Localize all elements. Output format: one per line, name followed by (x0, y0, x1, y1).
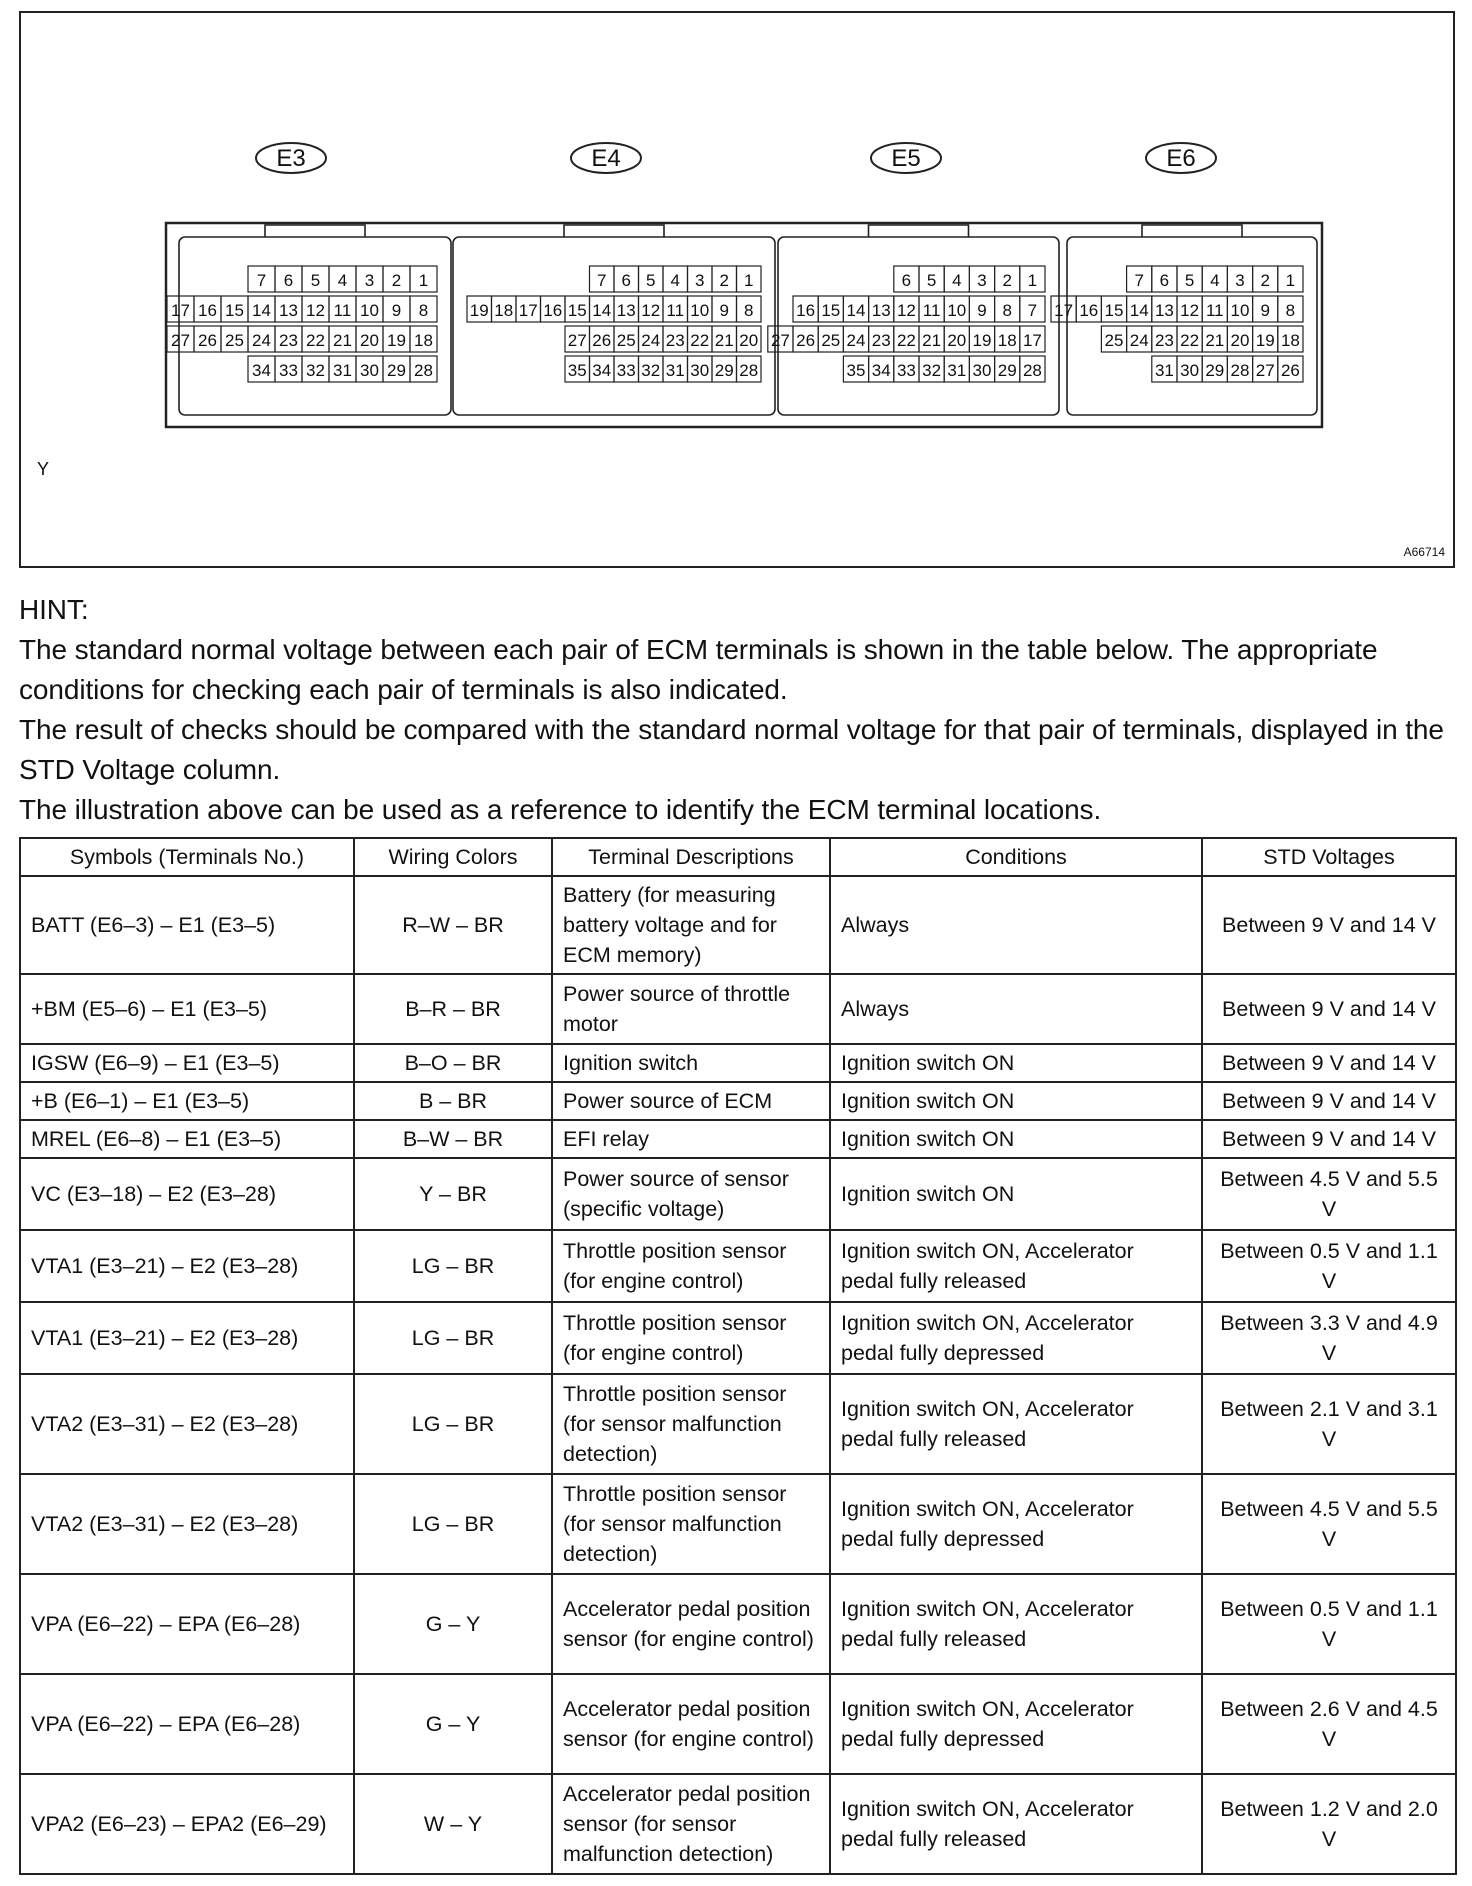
connector-latch (564, 225, 664, 237)
cell-description: Accelerator pedal position sensor (for engine control) (552, 1674, 830, 1774)
terminal-number: 2 (1260, 271, 1270, 290)
connector-label: E5 (891, 145, 921, 172)
terminal-number: 32 (306, 361, 325, 380)
cell-description: EFI relay (552, 1120, 830, 1158)
cell-condition: Ignition switch ON, Accelerator pedal fully released (830, 1774, 1202, 1874)
connector-illustration (19, 11, 1455, 568)
cell-wiring-color: B–O – BR (354, 1044, 552, 1082)
hint-paragraph: The illustration above can be used as a reference to identify the ECM terminal locations. (19, 794, 1102, 825)
terminal-number: 27 (770, 331, 790, 350)
cell-symbol: VC (E3–18) – E2 (E3–28) (20, 1158, 354, 1230)
cell-wiring-color: LG – BR (354, 1302, 552, 1374)
terminal-number: 31 (947, 361, 967, 380)
terminal-number: 28 (1022, 361, 1042, 380)
hint-paragraph: The standard normal voltage between each pair of ECM terminals is shown in the table below. The appropriate conditions for checking each pair of terminals is also indicated. (19, 634, 1378, 705)
cell-description: Throttle position sensor (for sensor malfunction detection) (552, 1474, 830, 1574)
table-header-row (20, 838, 1456, 876)
terminal-number: 17 (1054, 301, 1074, 320)
terminal-number: 19 (1255, 331, 1275, 350)
connector-label: E4 (591, 145, 621, 172)
terminal-number: 32 (922, 361, 942, 380)
terminal-number: 4 (952, 271, 962, 290)
table-row (20, 1574, 1456, 1674)
terminal-number: 7 (1134, 271, 1144, 290)
terminal-number: 33 (896, 361, 916, 380)
side-mark: Y (37, 459, 50, 479)
terminal-number: 30 (360, 361, 379, 380)
cell-description: Power source of sensor (specific voltage) (552, 1158, 830, 1230)
terminal-number: 18 (1280, 331, 1300, 350)
terminal-number: 17 (518, 301, 538, 320)
terminal-number: 26 (198, 331, 217, 350)
table-row (20, 1674, 1456, 1774)
terminal-number: 16 (796, 301, 816, 320)
table-row (20, 1044, 1456, 1082)
cell-description: Battery (for measuring battery voltage and for ECM memory) (552, 876, 830, 974)
connector-e6 (1051, 143, 1317, 415)
terminal-number: 2 (391, 271, 402, 290)
table-row (20, 1082, 1456, 1120)
cell-symbol: BATT (E6–3) – E1 (E3–5) (20, 876, 354, 974)
terminal-number: 4 (337, 271, 348, 290)
terminal-number: 15 (821, 301, 841, 320)
terminal-number: 30 (690, 361, 710, 380)
terminal-number: 22 (306, 331, 325, 350)
terminal-number: 31 (1154, 361, 1174, 380)
image-code: A66714 (1403, 545, 1445, 559)
cell-condition: Ignition switch ON (830, 1120, 1202, 1158)
terminal-number: 27 (171, 331, 190, 350)
table-row (20, 974, 1456, 1044)
terminal-number: 6 (621, 271, 631, 290)
terminal-number: 22 (896, 331, 916, 350)
ecm-connector-diagram (21, 13, 1453, 566)
terminal-number: 30 (1180, 361, 1200, 380)
terminal-number: 28 (1230, 361, 1250, 380)
terminal-number: 29 (714, 361, 734, 380)
terminal-number: 18 (997, 331, 1017, 350)
cell-condition: Ignition switch ON (830, 1082, 1202, 1120)
cell-wiring-color: G – Y (354, 1574, 552, 1674)
terminal-number: 19 (469, 301, 489, 320)
terminal-number: 25 (821, 331, 841, 350)
table-row (20, 1158, 1456, 1230)
terminal-number: 21 (714, 331, 734, 350)
terminal-number: 8 (1285, 301, 1296, 320)
terminal-number: 4 (670, 271, 680, 290)
terminal-number: 13 (1154, 301, 1174, 320)
terminal-number: 3 (364, 271, 375, 290)
cell-wiring-color: LG – BR (354, 1474, 552, 1574)
terminal-number: 18 (494, 301, 514, 320)
terminal-number: 31 (333, 361, 352, 380)
cell-wiring-color: LG – BR (354, 1230, 552, 1302)
table-row (20, 1120, 1456, 1158)
terminal-number: 7 (1027, 301, 1038, 320)
terminal-number: 14 (1129, 301, 1149, 320)
terminal-number: 24 (1129, 331, 1149, 350)
cell-wiring-color: W – Y (354, 1774, 552, 1874)
terminal-number: 21 (922, 331, 942, 350)
cell-condition: Ignition switch ON, Accelerator pedal fully depressed (830, 1474, 1202, 1574)
terminal-number: 10 (360, 301, 379, 320)
terminal-number: 9 (977, 301, 987, 320)
cell-condition: Ignition switch ON (830, 1044, 1202, 1082)
terminal-number: 16 (198, 301, 217, 320)
terminal-number: 32 (641, 361, 661, 380)
terminal-number: 8 (418, 301, 429, 320)
cell-std-voltage: Between 9 V and 14 V (1202, 1120, 1456, 1158)
cell-condition: Ignition switch ON, Accelerator pedal fully depressed (830, 1674, 1202, 1774)
terminal-number: 22 (690, 331, 710, 350)
cell-std-voltage: Between 2.1 V and 3.1 V (1202, 1374, 1456, 1474)
cell-description: Power source of ECM (552, 1082, 830, 1120)
terminal-number: 28 (739, 361, 759, 380)
cell-symbol: MREL (E6–8) – E1 (E3–5) (20, 1120, 354, 1158)
terminal-number: 35 (567, 361, 587, 380)
terminal-number: 33 (279, 361, 298, 380)
cell-symbol: VTA2 (E3–31) – E2 (E3–28) (20, 1474, 354, 1574)
terminal-number: 9 (1260, 301, 1270, 320)
terminal-number: 22 (1180, 331, 1200, 350)
terminal-number: 3 (1235, 271, 1245, 290)
terminal-number: 2 (719, 271, 729, 290)
cell-condition: Always (830, 876, 1202, 974)
terminal-number: 17 (171, 301, 190, 320)
cell-symbol: VTA2 (E3–31) – E2 (E3–28) (20, 1374, 354, 1474)
terminal-number: 7 (256, 271, 267, 290)
terminal-number: 34 (592, 361, 612, 380)
hint-section (19, 590, 1455, 830)
cell-wiring-color: LG – BR (354, 1374, 552, 1474)
terminal-number: 26 (796, 331, 816, 350)
terminal-number: 3 (977, 271, 987, 290)
connector-latch (1142, 225, 1242, 237)
cell-wiring-color: B–R – BR (354, 974, 552, 1044)
terminal-number: 21 (333, 331, 352, 350)
table-row (20, 876, 1456, 974)
cell-std-voltage: Between 9 V and 14 V (1202, 974, 1456, 1044)
terminal-number: 19 (387, 331, 406, 350)
header-terminal-descriptions: Terminal Descriptions (552, 838, 830, 876)
table-row (20, 1774, 1456, 1874)
terminal-number: 27 (1255, 361, 1275, 380)
terminal-number: 13 (871, 301, 891, 320)
terminal-number: 12 (896, 301, 916, 320)
terminal-number: 5 (1184, 271, 1195, 290)
terminal-number: 15 (1104, 301, 1124, 320)
terminal-number: 12 (1180, 301, 1200, 320)
cell-condition: Ignition switch ON, Accelerator pedal fully depressed (830, 1302, 1202, 1374)
terminal-number: 16 (1079, 301, 1099, 320)
terminal-number: 6 (283, 271, 294, 290)
terminal-number: 15 (225, 301, 244, 320)
terminal-number: 34 (871, 361, 891, 380)
terminal-number: 8 (744, 301, 754, 320)
terminal-number: 13 (279, 301, 298, 320)
terminal-number: 16 (543, 301, 563, 320)
connector-e4 (453, 143, 775, 415)
header-std-voltages: STD Voltages (1202, 838, 1456, 876)
terminal-number: 11 (333, 301, 352, 320)
cell-description: Ignition switch (552, 1044, 830, 1082)
terminal-number: 10 (1230, 301, 1250, 320)
connector-latch (869, 225, 969, 237)
terminal-number: 10 (690, 301, 710, 320)
cell-description: Accelerator pedal position sensor (for sensor malfunction detection) (552, 1774, 830, 1874)
cell-condition: Ignition switch ON, Accelerator pedal fully released (830, 1574, 1202, 1674)
header-wiring-colors: Wiring Colors (354, 838, 552, 876)
cell-condition: Ignition switch ON, Accelerator pedal fully released (830, 1230, 1202, 1302)
terminal-number: 31 (665, 361, 685, 380)
cell-wiring-color: R–W – BR (354, 876, 552, 974)
table-row (20, 1230, 1456, 1302)
terminal-number: 23 (871, 331, 891, 350)
terminal-number: 9 (719, 301, 729, 320)
cell-symbol: VPA (E6–22) – EPA (E6–28) (20, 1674, 354, 1774)
cell-std-voltage: Between 4.5 V and 5.5 V (1202, 1474, 1456, 1574)
header-symbols: Symbols (Terminals No.) (20, 838, 354, 876)
cell-symbol: IGSW (E6–9) – E1 (E3–5) (20, 1044, 354, 1082)
terminal-number: 24 (641, 331, 661, 350)
connector-e3 (167, 143, 451, 415)
cell-wiring-color: Y – BR (354, 1158, 552, 1230)
cell-description: Throttle position sensor (for sensor malfunction detection) (552, 1374, 830, 1474)
cell-std-voltage: Between 1.2 V and 2.0 V (1202, 1774, 1456, 1874)
terminal-number: 25 (1104, 331, 1124, 350)
terminal-number: 26 (592, 331, 612, 350)
terminal-number: 35 (846, 361, 866, 380)
connector-e5 (768, 143, 1059, 415)
cell-std-voltage: Between 9 V and 14 V (1202, 876, 1456, 974)
terminal-number: 8 (1002, 301, 1012, 320)
terminal-number: 11 (666, 301, 685, 320)
terminal-number: 11 (922, 301, 941, 320)
terminal-number: 5 (310, 271, 321, 290)
cell-symbol: +B (E6–1) – E1 (E3–5) (20, 1082, 354, 1120)
connector-housing (166, 223, 1322, 427)
table-row (20, 1474, 1456, 1574)
terminal-number: 2 (1002, 271, 1012, 290)
table-row (20, 1374, 1456, 1474)
cell-condition: Always (830, 974, 1202, 1044)
table-row (20, 1302, 1456, 1374)
cell-description: Accelerator pedal position sensor (for engine control) (552, 1574, 830, 1674)
terminal-number: 20 (360, 331, 379, 350)
terminal-number: 25 (225, 331, 244, 350)
terminal-number: 5 (646, 271, 656, 290)
terminal-number: 20 (1230, 331, 1250, 350)
terminal-number: 24 (252, 331, 271, 350)
cell-symbol: VTA1 (E3–21) – E2 (E3–28) (20, 1230, 354, 1302)
terminal-number: 21 (1205, 331, 1225, 350)
hint-heading: HINT: (19, 594, 89, 625)
terminal-number: 23 (665, 331, 685, 350)
cell-std-voltage: Between 2.6 V and 4.5 V (1202, 1674, 1456, 1774)
terminal-number: 15 (567, 301, 587, 320)
terminal-number: 6 (1159, 271, 1170, 290)
connector-label: E6 (1166, 145, 1196, 172)
header-conditions: Conditions (830, 838, 1202, 876)
terminal-number: 9 (391, 301, 402, 320)
terminal-number: 1 (1027, 271, 1038, 290)
terminal-number: 19 (972, 331, 992, 350)
terminal-number: 30 (972, 361, 992, 380)
terminal-number: 17 (1022, 331, 1042, 350)
terminal-number: 29 (387, 361, 406, 380)
cell-std-voltage: Between 0.5 V and 1.1 V (1202, 1574, 1456, 1674)
connector-latch (265, 225, 365, 237)
terminal-number: 14 (846, 301, 866, 320)
terminal-number: 5 (926, 271, 937, 290)
terminal-number: 28 (414, 361, 433, 380)
terminal-number: 6 (901, 271, 912, 290)
terminal-number: 12 (641, 301, 661, 320)
terminal-number: 13 (616, 301, 636, 320)
cell-condition: Ignition switch ON (830, 1158, 1202, 1230)
terminal-number: 20 (739, 331, 759, 350)
cell-description: Power source of throttle motor (552, 974, 830, 1044)
cell-std-voltage: Between 3.3 V and 4.9 V (1202, 1302, 1456, 1374)
terminal-number: 27 (567, 331, 587, 350)
hint-paragraph: The result of checks should be compared with the standard normal voltage for that pair of terminals, displayed in the STD Voltage column. (19, 714, 1444, 785)
cell-std-voltage: Between 9 V and 14 V (1202, 1044, 1456, 1082)
cell-symbol: VTA1 (E3–21) – E2 (E3–28) (20, 1302, 354, 1374)
terminal-number: 25 (616, 331, 636, 350)
terminal-number: 1 (744, 271, 754, 290)
terminal-number: 4 (1210, 271, 1220, 290)
terminal-number: 1 (418, 271, 429, 290)
terminal-number: 33 (616, 361, 636, 380)
terminal-number: 12 (306, 301, 325, 320)
terminal-number: 3 (695, 271, 705, 290)
terminal-number: 20 (947, 331, 967, 350)
terminal-number: 10 (947, 301, 967, 320)
terminal-number: 24 (846, 331, 866, 350)
cell-symbol: +BM (E5–6) – E1 (E3–5) (20, 974, 354, 1044)
terminal-number: 23 (279, 331, 298, 350)
terminal-number: 23 (1154, 331, 1174, 350)
cell-symbol: VPA2 (E6–23) – EPA2 (E6–29) (20, 1774, 354, 1874)
cell-description: Throttle position sensor (for engine control) (552, 1302, 830, 1374)
terminal-number: 34 (252, 361, 271, 380)
terminal-number: 1 (1285, 271, 1296, 290)
cell-description: Throttle position sensor (for engine control) (552, 1230, 830, 1302)
terminal-number: 14 (252, 301, 271, 320)
cell-std-voltage: Between 9 V and 14 V (1202, 1082, 1456, 1120)
terminal-number: 29 (1205, 361, 1225, 380)
terminal-number: 7 (597, 271, 607, 290)
cell-std-voltage: Between 4.5 V and 5.5 V (1202, 1158, 1456, 1230)
connector-label: E3 (276, 145, 306, 172)
cell-std-voltage: Between 0.5 V and 1.1 V (1202, 1230, 1456, 1302)
cell-wiring-color: B–W – BR (354, 1120, 552, 1158)
terminal-voltage-table (19, 837, 1457, 1875)
cell-wiring-color: G – Y (354, 1674, 552, 1774)
terminal-number: 11 (1205, 301, 1224, 320)
terminal-number: 18 (414, 331, 433, 350)
cell-wiring-color: B – BR (354, 1082, 552, 1120)
terminal-number: 14 (592, 301, 612, 320)
cell-condition: Ignition switch ON, Accelerator pedal fully released (830, 1374, 1202, 1474)
terminal-number: 29 (997, 361, 1017, 380)
cell-symbol: VPA (E6–22) – EPA (E6–28) (20, 1574, 354, 1674)
terminal-number: 26 (1280, 361, 1300, 380)
